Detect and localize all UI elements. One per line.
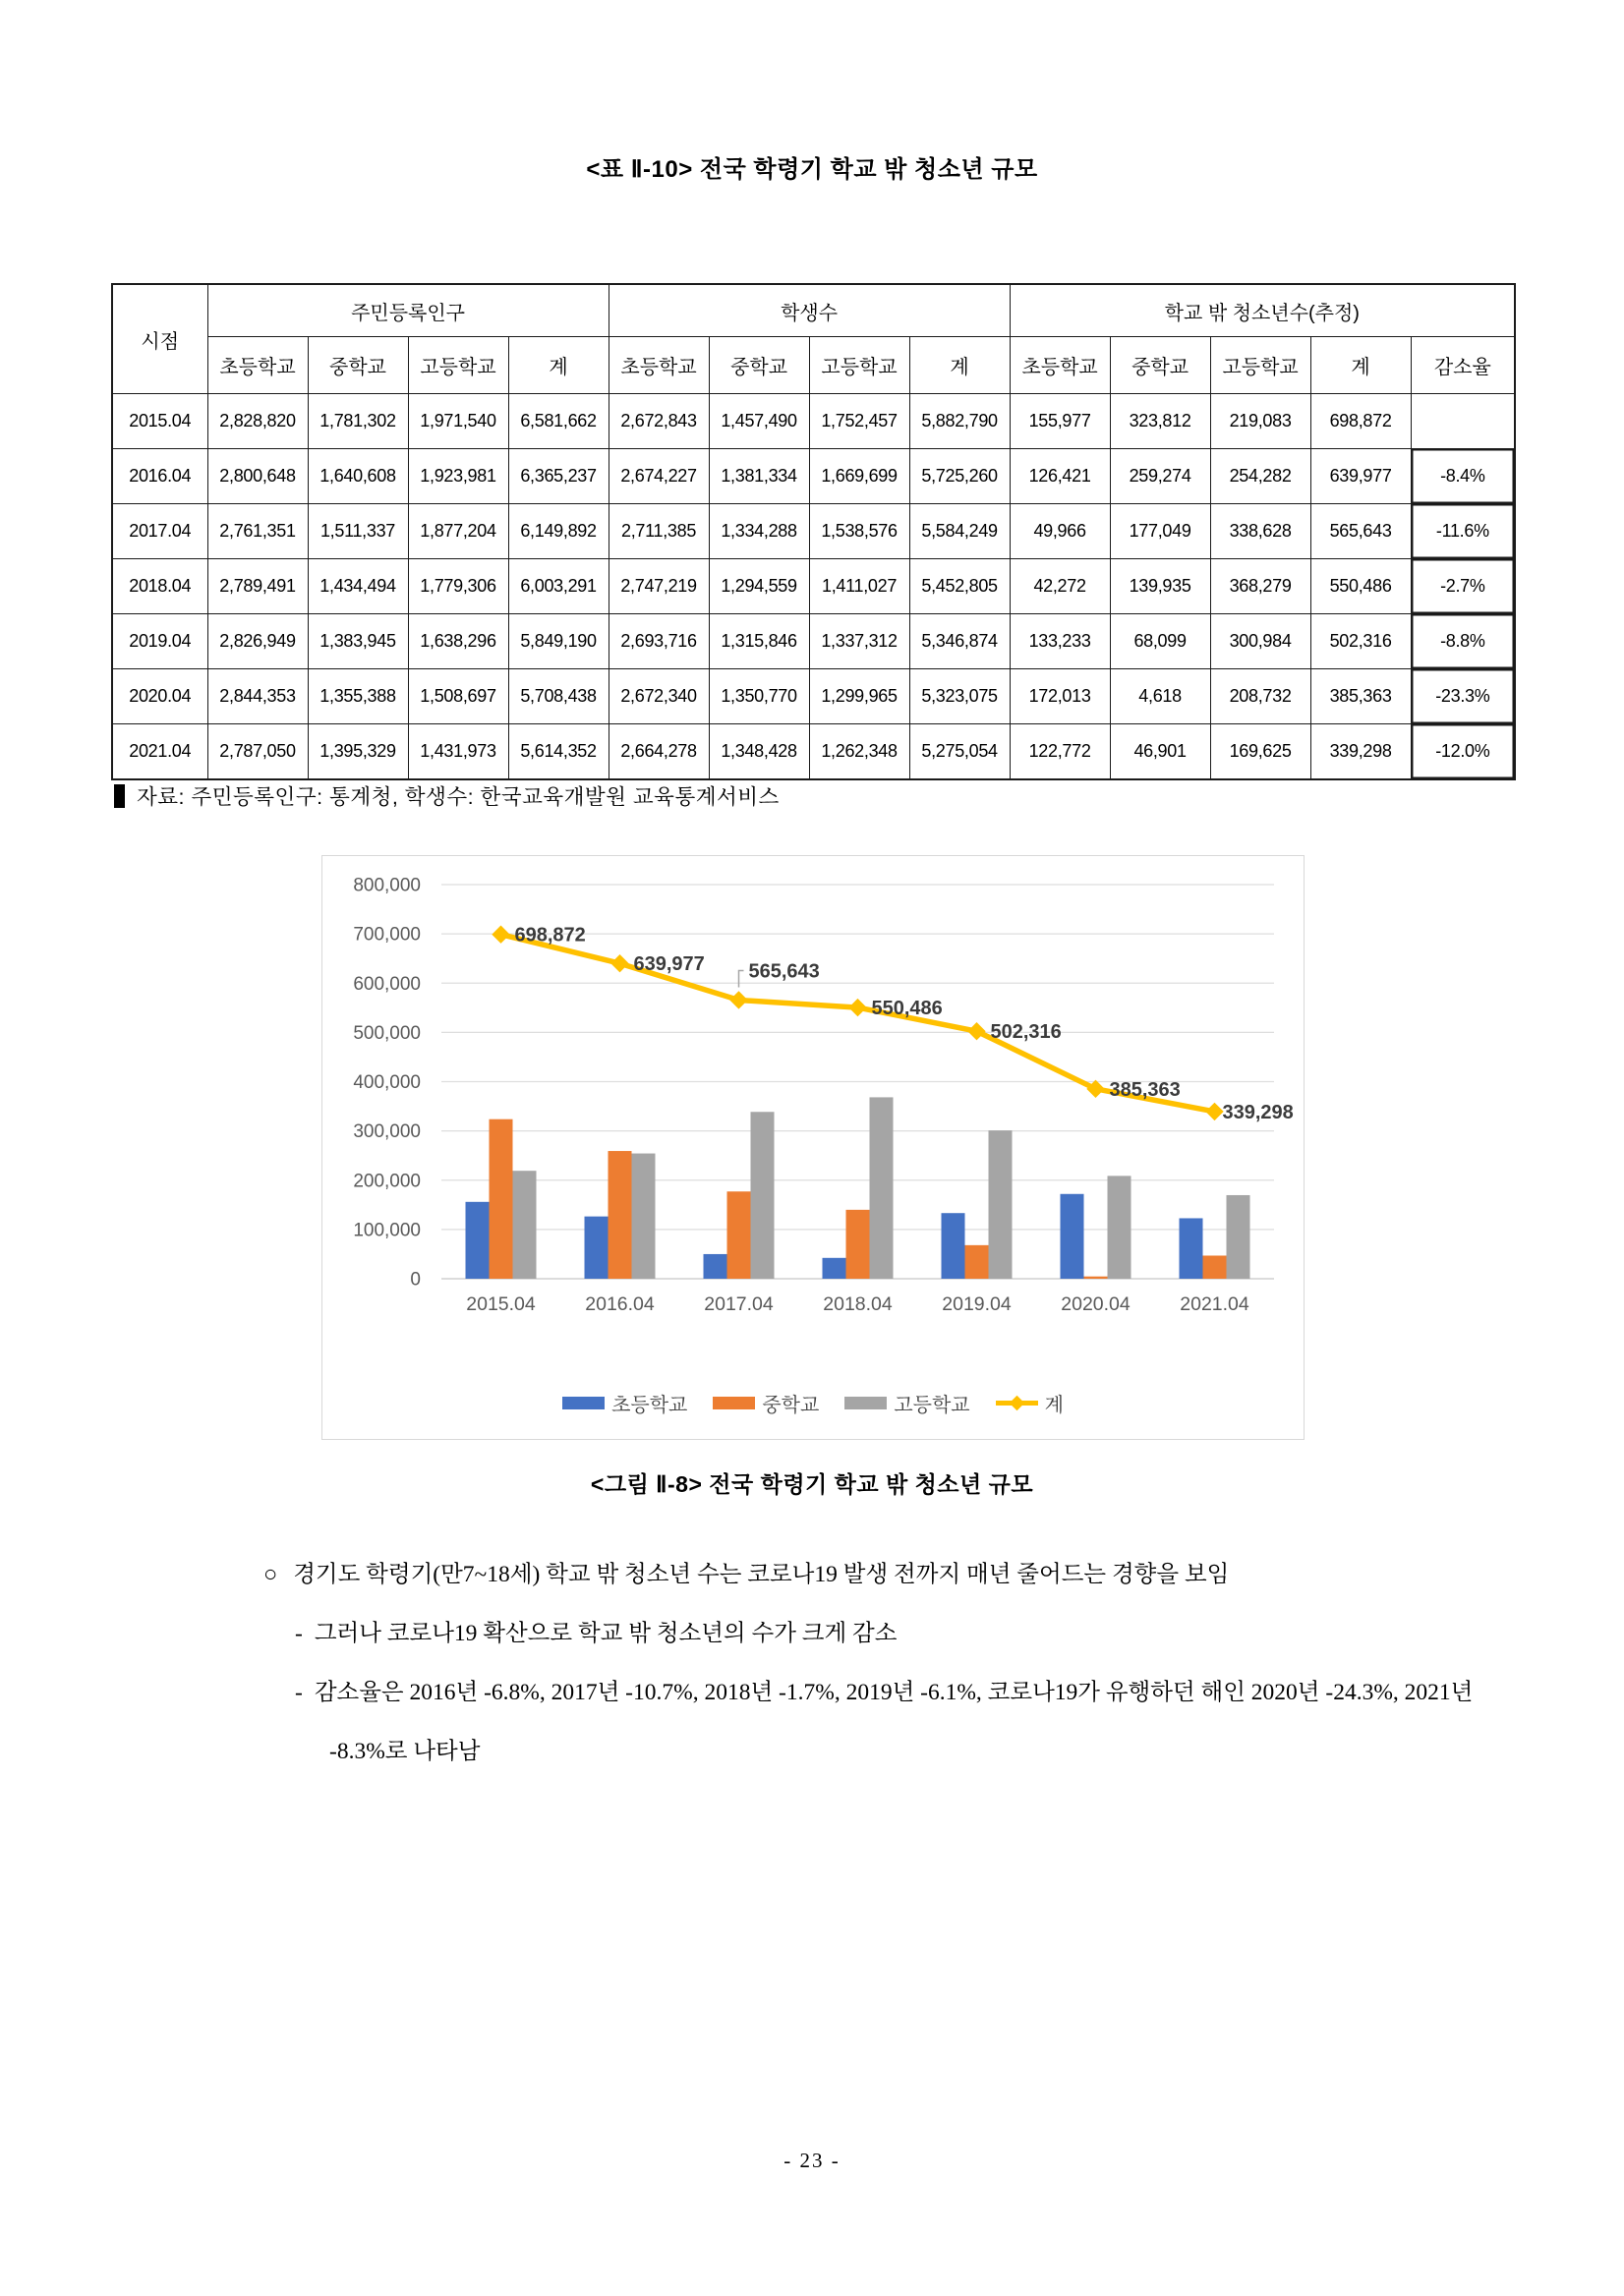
chart-legend xyxy=(322,1389,1304,1417)
table-cell: 68,099 xyxy=(1110,614,1210,669)
note-bar-icon xyxy=(114,784,125,808)
legend-item xyxy=(996,1389,1064,1417)
bar xyxy=(1108,1176,1131,1279)
col-header: 계 xyxy=(508,337,609,394)
data-table xyxy=(111,283,1516,780)
table-cell: 169,625 xyxy=(1210,724,1310,780)
table-cell: 4,618 xyxy=(1110,669,1210,724)
col-header: 초등학교 xyxy=(1010,337,1110,394)
table-cell: 1,294,559 xyxy=(709,559,809,614)
y-tick-label: 200,000 xyxy=(353,1171,421,1192)
row-time-cell: 2015.04 xyxy=(112,394,207,449)
page-number: - 23 - xyxy=(783,2149,841,2172)
bar xyxy=(1061,1194,1084,1279)
data-label: 565,643 xyxy=(748,960,820,983)
bullet-text: 경기도 학령기(만7~18세) 학교 밖 청소년 수는 코로나19 발생 전까지 매년 줄어드는 경향을 보임 xyxy=(293,1562,1230,1587)
table-cell: 339,298 xyxy=(1310,724,1411,780)
bullet-line xyxy=(263,1545,1510,1604)
bar xyxy=(751,1112,775,1279)
y-tick-label: 300,000 xyxy=(353,1121,421,1143)
source-note xyxy=(114,780,780,811)
bar xyxy=(989,1130,1013,1279)
table-cell: 5,708,438 xyxy=(508,669,609,724)
data-label: 502,316 xyxy=(990,1021,1062,1044)
table-cell: 1,781,302 xyxy=(308,394,408,449)
bar xyxy=(965,1245,989,1279)
dash-bullet-icon: - xyxy=(295,1621,303,1646)
table-cell: 6,581,662 xyxy=(508,394,609,449)
table-cell: 2,674,227 xyxy=(609,449,709,504)
row-time-cell: 2020.04 xyxy=(112,669,207,724)
row-time-cell: 2021.04 xyxy=(112,724,207,780)
table-row xyxy=(112,394,1515,449)
legend-line-swatch-icon xyxy=(996,1396,1038,1410)
table-cell: 368,279 xyxy=(1210,559,1310,614)
row-time-cell: 2018.04 xyxy=(112,559,207,614)
table-cell: 1,434,494 xyxy=(308,559,408,614)
bar xyxy=(823,1258,846,1279)
combo-chart xyxy=(322,856,1305,1441)
table-cell: 1,262,348 xyxy=(809,724,909,780)
table-cell: 133,233 xyxy=(1010,614,1110,669)
data-label: 385,363 xyxy=(1109,1078,1181,1101)
data-label: 339,298 xyxy=(1222,1101,1294,1123)
y-tick-label: 400,000 xyxy=(353,1072,421,1093)
table-row xyxy=(112,614,1515,669)
table-cell: 5,882,790 xyxy=(909,394,1010,449)
bar xyxy=(632,1154,656,1279)
table-cell: -2.7% xyxy=(1411,559,1515,614)
table-cell: 42,272 xyxy=(1010,559,1110,614)
table-cell: 2,693,716 xyxy=(609,614,709,669)
source-note-text: 자료: 주민등록인구: 통계청, 학생수: 한국교육개발원 교육통계서비스 xyxy=(137,785,780,809)
sub-text: 감소율은 2016년 -6.8%, 2017년 -10.7%, 2018년 -1.7%, 2019년 -6.1%, 코로나19가 유행하던 해인 2020년 -24.3%, 2021년 -8.3%로 나타남 xyxy=(314,1680,1474,1764)
sub-line xyxy=(295,1663,1510,1781)
y-tick-label: 600,000 xyxy=(353,973,421,995)
table-cell: 5,725,260 xyxy=(909,449,1010,504)
table-cell: 49,966 xyxy=(1010,504,1110,559)
table-cell: 2,787,050 xyxy=(207,724,308,780)
table-cell: 502,316 xyxy=(1310,614,1411,669)
y-tick-label: 800,000 xyxy=(353,875,421,896)
circle-bullet-icon: ○ xyxy=(263,1562,278,1587)
table-cell: 126,421 xyxy=(1010,449,1110,504)
table-cell: 259,274 xyxy=(1110,449,1210,504)
table-cell: 208,732 xyxy=(1210,669,1310,724)
line-point xyxy=(729,991,747,1008)
legend-diamond-icon xyxy=(1009,1396,1024,1411)
table-cell: 122,772 xyxy=(1010,724,1110,780)
table-cell: 2,800,648 xyxy=(207,449,308,504)
col-header: 고등학교 xyxy=(408,337,508,394)
data-label: 550,486 xyxy=(871,998,943,1020)
bar xyxy=(870,1097,894,1279)
col-group-header: 학교 밖 청소년수(추정) xyxy=(1010,284,1515,337)
table-cell: 5,614,352 xyxy=(508,724,609,780)
line-point xyxy=(967,1022,985,1040)
col-header: 중학교 xyxy=(308,337,408,394)
legend-label: 중학교 xyxy=(762,1395,820,1416)
table-cell: 219,083 xyxy=(1210,394,1310,449)
bar xyxy=(727,1191,751,1279)
col-header: 감소율 xyxy=(1411,337,1515,394)
table-cell: 5,275,054 xyxy=(909,724,1010,780)
legend-swatch-icon xyxy=(844,1397,887,1409)
legend-label: 고등학교 xyxy=(894,1395,970,1416)
table-cell: 1,923,981 xyxy=(408,449,508,504)
table-row xyxy=(112,669,1515,724)
chart xyxy=(321,855,1305,1440)
table-cell: 300,984 xyxy=(1210,614,1310,669)
bar xyxy=(1227,1195,1250,1279)
bar xyxy=(585,1217,609,1279)
table-cell: 1,457,490 xyxy=(709,394,809,449)
table-cell: 1,638,296 xyxy=(408,614,508,669)
total-line xyxy=(501,935,1215,1112)
col-header: 고등학교 xyxy=(809,337,909,394)
x-tick-label: 2019.04 xyxy=(942,1293,1012,1315)
bar xyxy=(704,1254,727,1279)
table-cell: 639,977 xyxy=(1310,449,1411,504)
x-tick-label: 2020.04 xyxy=(1061,1293,1131,1315)
table-cell xyxy=(1411,394,1515,449)
col-group-header: 학생수 xyxy=(609,284,1010,337)
table-cell: 1,350,770 xyxy=(709,669,809,724)
table-cell: 1,334,288 xyxy=(709,504,809,559)
x-tick-label: 2016.04 xyxy=(585,1293,655,1315)
table-body xyxy=(112,394,1515,780)
table-cell: 323,812 xyxy=(1110,394,1210,449)
table-cell: 2,711,385 xyxy=(609,504,709,559)
legend-label: 초등학교 xyxy=(611,1395,688,1416)
data-label: 698,872 xyxy=(514,924,586,947)
x-tick-label: 2021.04 xyxy=(1180,1293,1249,1315)
table-row xyxy=(112,449,1515,504)
table-cell: 550,486 xyxy=(1310,559,1411,614)
table-head xyxy=(112,284,1515,394)
table-cell: 1,971,540 xyxy=(408,394,508,449)
x-tick-label: 2018.04 xyxy=(823,1293,893,1315)
table-cell: 1,337,312 xyxy=(809,614,909,669)
table-cell: 1,411,027 xyxy=(809,559,909,614)
table-cell: 254,282 xyxy=(1210,449,1310,504)
legend-label: 계 xyxy=(1044,1395,1064,1416)
legend-item xyxy=(562,1389,687,1417)
table-cell: 1,431,973 xyxy=(408,724,508,780)
table-cell: 1,538,576 xyxy=(809,504,909,559)
table-cell: 139,935 xyxy=(1110,559,1210,614)
table-cell: -8.4% xyxy=(1411,449,1515,504)
col-header: 초등학교 xyxy=(609,337,709,394)
table-cell: 2,747,219 xyxy=(609,559,709,614)
table-row xyxy=(112,724,1515,780)
table-cell: 5,452,805 xyxy=(909,559,1010,614)
table-cell: 2,664,278 xyxy=(609,724,709,780)
table-cell: 1,752,457 xyxy=(809,394,909,449)
table-cell: 1,395,329 xyxy=(308,724,408,780)
table-cell: 46,901 xyxy=(1110,724,1210,780)
dash-bullet-icon: - xyxy=(295,1680,303,1705)
table-cell: 6,149,892 xyxy=(508,504,609,559)
y-tick-label: 700,000 xyxy=(353,924,421,946)
y-tick-label: 100,000 xyxy=(353,1220,421,1241)
bar xyxy=(513,1171,537,1279)
line-point xyxy=(492,925,509,943)
body-text xyxy=(263,1545,1510,1781)
bar xyxy=(942,1213,965,1279)
table-cell: 5,584,249 xyxy=(909,504,1010,559)
table-cell: 1,348,428 xyxy=(709,724,809,780)
table-cell: 2,828,820 xyxy=(207,394,308,449)
table-cell: 2,672,843 xyxy=(609,394,709,449)
legend-swatch-icon xyxy=(562,1397,605,1409)
figure-caption: <그림 Ⅱ-8> 전국 학령기 학교 밖 청소년 규모 xyxy=(590,1471,1034,1497)
table-cell: 2,761,351 xyxy=(207,504,308,559)
legend-item xyxy=(844,1389,969,1417)
table-title: <표 Ⅱ-10> 전국 학령기 학교 밖 청소년 규모 xyxy=(586,156,1038,183)
table-cell: 1,669,699 xyxy=(809,449,909,504)
table-cell: -12.0% xyxy=(1411,724,1515,780)
table-cell: 5,346,874 xyxy=(909,614,1010,669)
y-tick-label: 0 xyxy=(410,1269,421,1291)
table-cell: 1,640,608 xyxy=(308,449,408,504)
col-group-header: 주민등록인구 xyxy=(207,284,609,337)
table-cell: 6,365,237 xyxy=(508,449,609,504)
legend-swatch-icon xyxy=(713,1397,755,1409)
x-tick-label: 2015.04 xyxy=(466,1293,536,1315)
table-cell: -23.3% xyxy=(1411,669,1515,724)
table-cell: 1,508,697 xyxy=(408,669,508,724)
table-cell: 1,315,846 xyxy=(709,614,809,669)
col-header: 초등학교 xyxy=(207,337,308,394)
table-cell: -8.8% xyxy=(1411,614,1515,669)
bar xyxy=(466,1202,490,1279)
table-cell: 1,779,306 xyxy=(408,559,508,614)
table-cell: 698,872 xyxy=(1310,394,1411,449)
col-header: 중학교 xyxy=(1110,337,1210,394)
bar xyxy=(1084,1277,1108,1279)
table-cell: 2,844,353 xyxy=(207,669,308,724)
table-cell: 338,628 xyxy=(1210,504,1310,559)
table-cell: 177,049 xyxy=(1110,504,1210,559)
bar xyxy=(490,1119,513,1279)
table-cell: 1,355,388 xyxy=(308,669,408,724)
table-cell: 565,643 xyxy=(1310,504,1411,559)
line-point xyxy=(1205,1103,1223,1120)
table-cell: 172,013 xyxy=(1010,669,1110,724)
table-cell: 1,383,945 xyxy=(308,614,408,669)
x-tick-label: 2017.04 xyxy=(704,1293,774,1315)
sub-line xyxy=(295,1604,1510,1663)
table-cell: 2,789,491 xyxy=(207,559,308,614)
sub-text: 그러나 코로나19 확산으로 학교 밖 청소년의 수가 크게 감소 xyxy=(314,1621,898,1646)
col-header: 중학교 xyxy=(709,337,809,394)
y-tick-label: 500,000 xyxy=(353,1022,421,1044)
table-cell: 155,977 xyxy=(1010,394,1110,449)
bar xyxy=(1203,1255,1227,1279)
line-point xyxy=(848,999,866,1016)
bar xyxy=(1180,1218,1203,1279)
col-header: 계 xyxy=(909,337,1010,394)
row-time-cell: 2016.04 xyxy=(112,449,207,504)
line-point xyxy=(610,954,628,972)
col-header: 시점 xyxy=(112,284,207,394)
table-cell: 6,003,291 xyxy=(508,559,609,614)
label-leader-line xyxy=(739,970,744,987)
table-row xyxy=(112,504,1515,559)
table-cell: 2,826,949 xyxy=(207,614,308,669)
table-cell: 5,323,075 xyxy=(909,669,1010,724)
bar xyxy=(609,1151,632,1279)
line-point xyxy=(1086,1080,1104,1098)
table-row xyxy=(112,559,1515,614)
data-label: 639,977 xyxy=(633,953,705,976)
table-cell: 2,672,340 xyxy=(609,669,709,724)
legend-item xyxy=(713,1389,819,1417)
col-header: 고등학교 xyxy=(1210,337,1310,394)
row-time-cell: 2017.04 xyxy=(112,504,207,559)
table-cell: 1,511,337 xyxy=(308,504,408,559)
row-time-cell: 2019.04 xyxy=(112,614,207,669)
bar xyxy=(846,1210,870,1279)
table-cell: 1,299,965 xyxy=(809,669,909,724)
table-cell: 5,849,190 xyxy=(508,614,609,669)
table-cell: 1,877,204 xyxy=(408,504,508,559)
col-header: 계 xyxy=(1310,337,1411,394)
table-cell: -11.6% xyxy=(1411,504,1515,559)
table-cell: 1,381,334 xyxy=(709,449,809,504)
table-cell: 385,363 xyxy=(1310,669,1411,724)
